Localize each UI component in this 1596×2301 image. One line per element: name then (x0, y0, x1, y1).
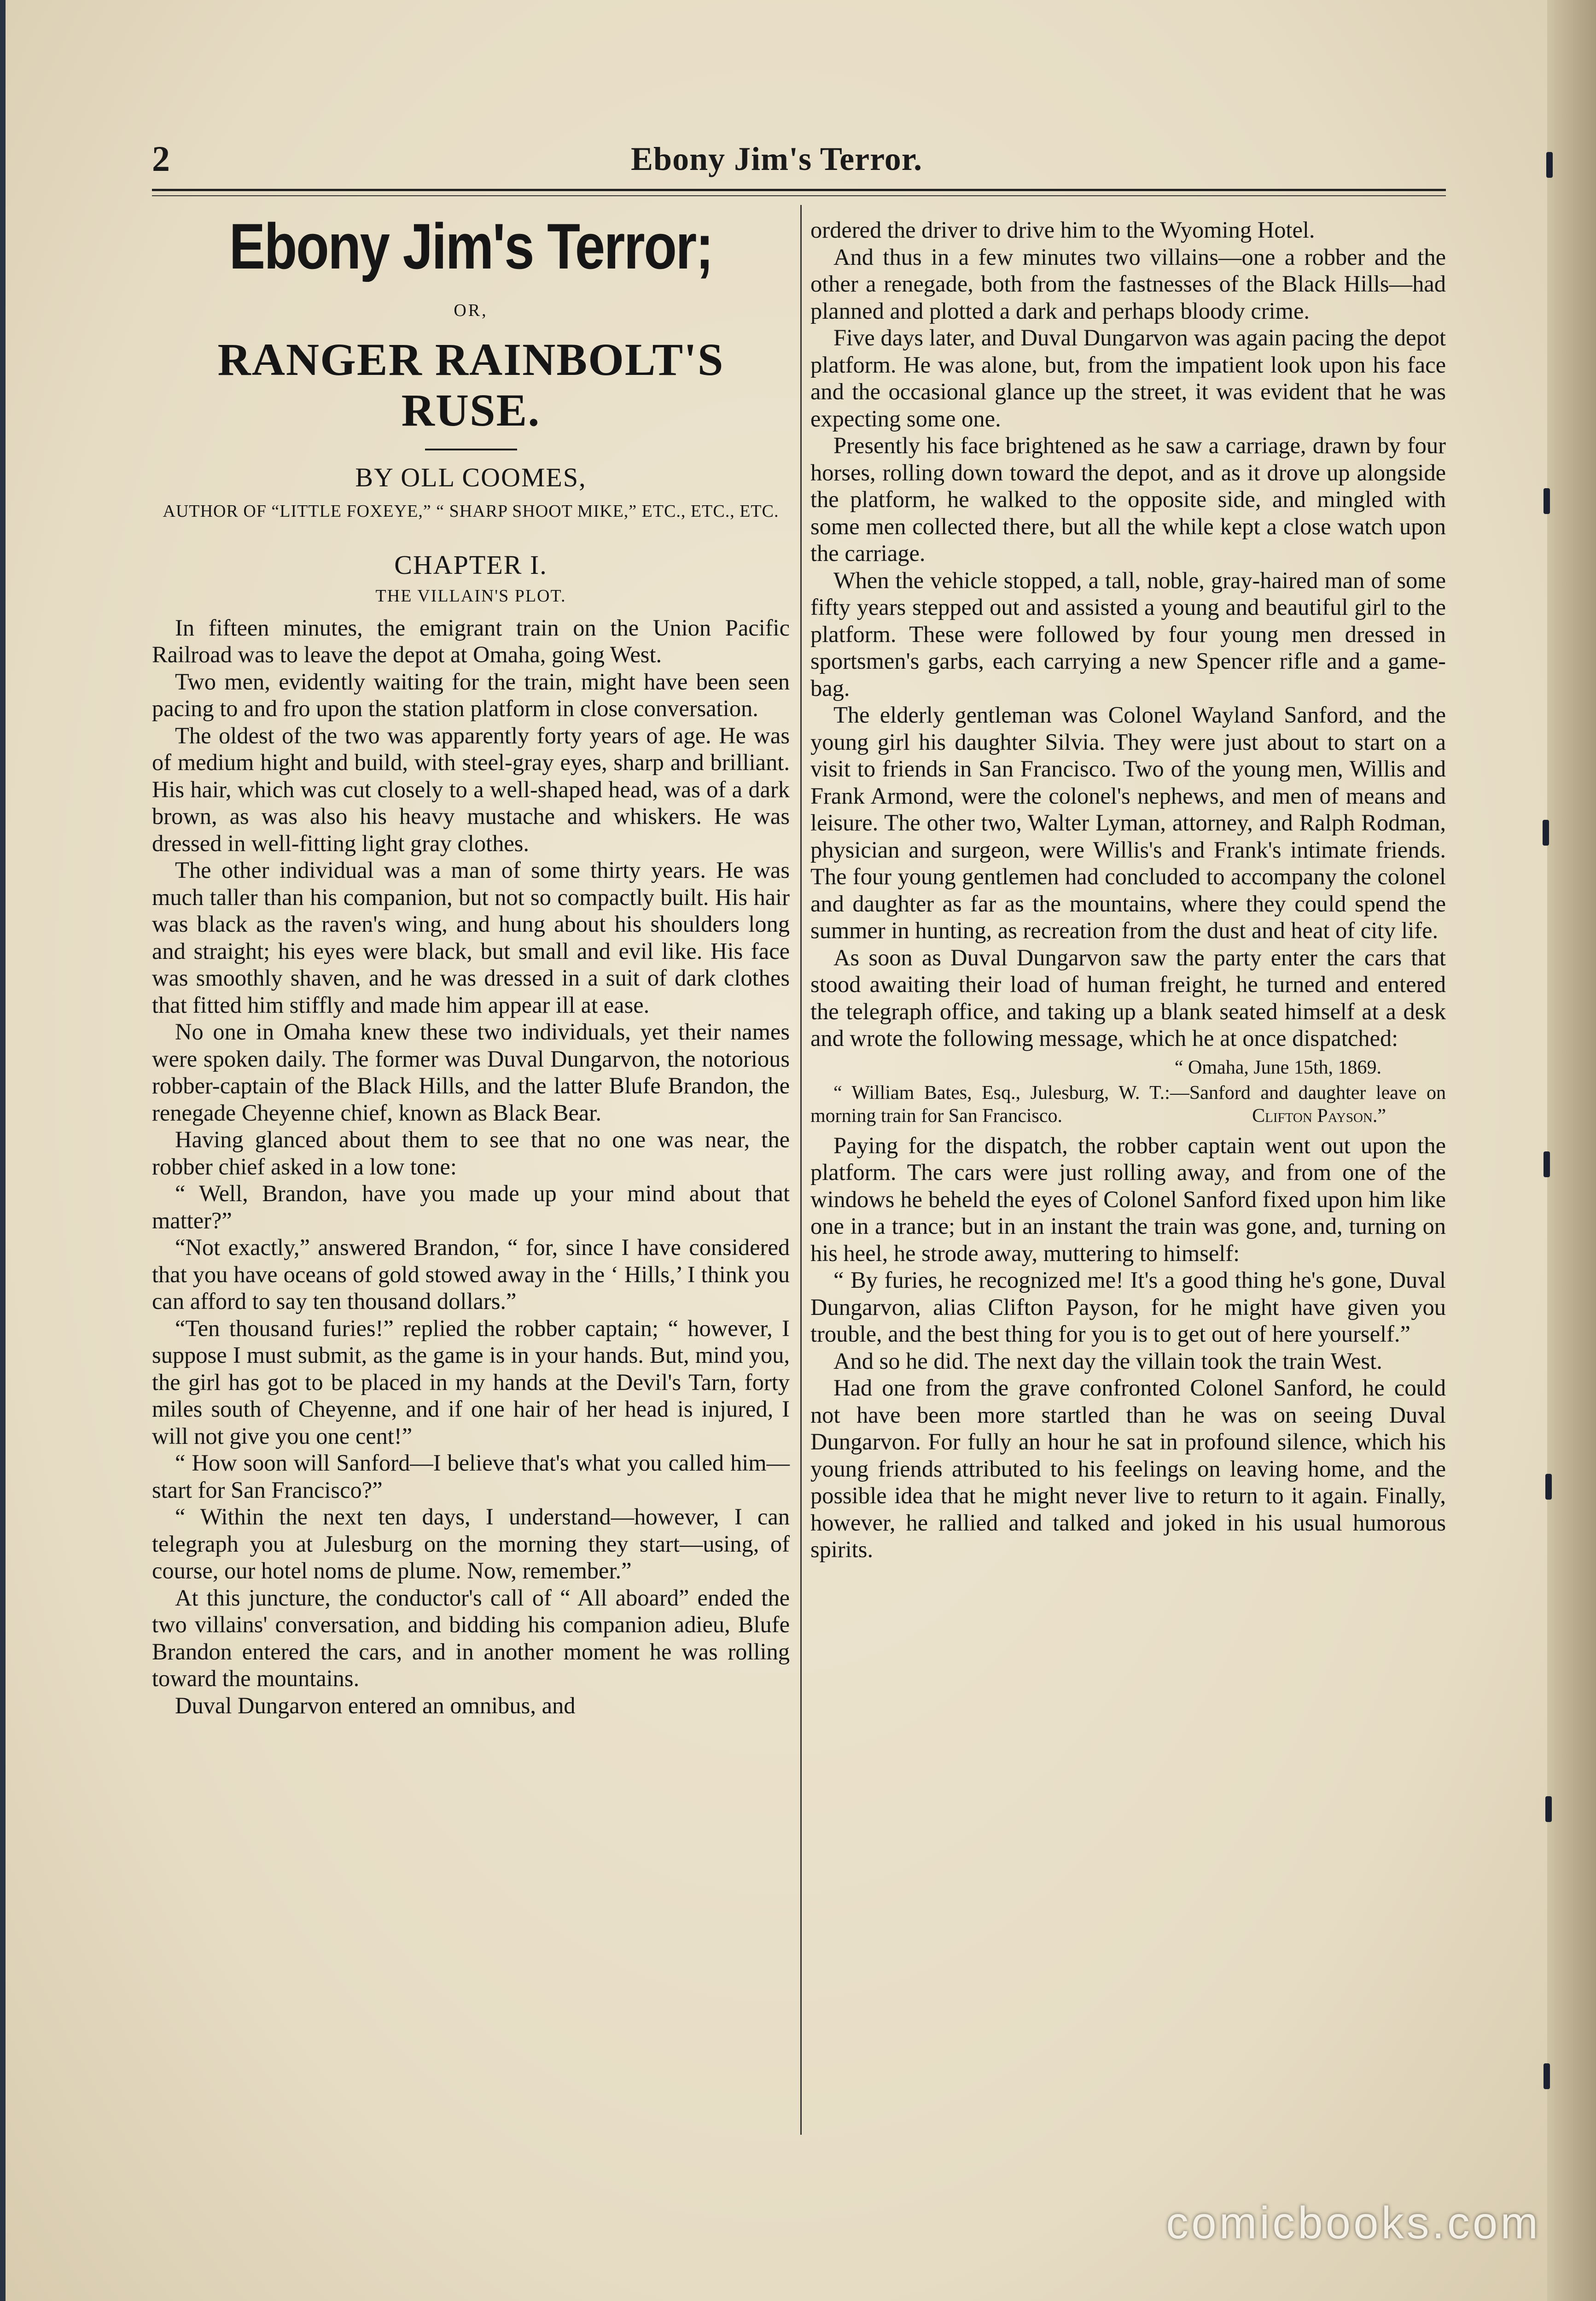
right-body-top (810, 216, 1446, 1052)
paragraph: Five days later, and Duval Dungarvon was again pacing the depot platform. He was alone, but, from the impatient look upon his face and the occasional glance up the street, it was evident that he was expecting some one. (810, 325, 1446, 432)
paragraph: “Ten thousand furies!” replied the robber captain; “ however, I suppose I must submit, as the game is in your hands. But, mind you, the girl has got to be placed in my hands at the Devil's Tarn, forty miles south of Cheyenne, and if one hair of her head is injured, I will not give you one cent!” (152, 1315, 790, 1449)
paragraph: No one in Omaha knew these two individuals, yet their names were spoken daily. The former was Duval Dungarvon, the notorious robber-captain of the Black Hills, and the latter Blufe Brandon, the renegade Cheyenne chief, known as Black Bear. (152, 1019, 790, 1126)
right-body-bottom (810, 1132, 1446, 1563)
paragraph: As soon as Duval Dungarvon saw the party enter the cars that stood awaiting their load of human freight, he turned and entered the telegraph office, and taking up a blank seated himself at a desk and wrote the following message, which he at once dispatched: (810, 944, 1446, 1051)
page-number: 2 (152, 139, 170, 179)
paragraph: ordered the driver to drive him to the Wyoming Hotel. (810, 217, 1315, 243)
title-or: OR, (454, 301, 488, 320)
paragraph: Two men, evidently waiting for the train, might have been seen pacing to and fro upon the station platform in close conversation. (152, 668, 790, 721)
binding-stitch (1544, 1151, 1550, 1177)
running-header (152, 138, 1446, 189)
binding-stitch (1543, 820, 1549, 846)
paragraph: The other individual was a man of some thirty years. He was much taller than his companion, but not so compactly built. His hair was black as the raven's wing, and hung about his shoulders long and straight; his eyes were black, but small and evil like. His face was smoothly shaven, and he was dressed in a suit of dark clothes that fitted him stiffly and made him appear ill at ease. (152, 857, 790, 1018)
telegram-signature: Clifton Payson.” (1252, 1105, 1386, 1127)
paragraph: Paying for the dispatch, the robber captain went out upon the platform. The cars were just rolling away, and from one of the windows he beheld the eyes of Colonel Sanford fixed upon him like one in a trance; but in an instant the train was gone, and, turning on his heel, he strode away, muttering to himself: (810, 1132, 1446, 1266)
header-rule-thin (152, 195, 1446, 196)
paragraph: “ How soon will Sanford—I believe that's what you called him—start for San Francisco?” (152, 1450, 790, 1503)
story-title: Ebony Jim's Terror; (229, 210, 713, 282)
paragraph: Having glanced about them to see that no one was near, the robber chief asked in a low tone: (152, 1127, 790, 1180)
paragraph: When the vehicle stopped, a tall, noble, gray-haired man of some fifty years stepped out and assisted a young and beautiful girl to the platform. These were followed by four young men dressed in sportsmen's garbs, each carrying a new Spencer rifle and a game-bag. (810, 567, 1446, 701)
paragraph: Had one from the grave confronted Colonel Sanford, he could not have been more startled than he was on seeing Duval Dungarvon. For fully an hour he sat in profound silence, which his young friends attributed to his feelings on leaving home, and the possible idea that he might never live to return to it again. Finally, however, he rallied and talked and joked in his usual humorous spirits. (810, 1375, 1446, 1562)
paragraph: And thus in a few minutes two villains—one a robber and the other a renegade, both from the fastnesses of the Black Hills—had planned and plotted a dark and perhaps bloody crime. (810, 244, 1446, 324)
binding-stitch (1544, 2063, 1550, 2089)
telegram-date: “ Omaha, June 15th, 1869. (1174, 1057, 1381, 1078)
chapter-title: THE VILLAIN'S PLOT. (375, 586, 566, 606)
paragraph: In fifteen minutes, the emigrant train on the Union Pacific Railroad was to leave the depot at Omaha, going West. (152, 614, 790, 667)
binding-stitch (1544, 488, 1550, 514)
column-divider (800, 205, 802, 2135)
binding-stitch (1545, 1474, 1552, 1500)
running-title: Ebony Jim's Terror. (631, 140, 923, 177)
paragraph: “ Well, Brandon, have you made up your mind about that matter?” (152, 1180, 790, 1233)
paragraph: Presently his face brightened as he saw a carriage, drawn by four horses, rolling down toward the depot, and as it drove up alongside the platform, he walked to the opposite side, and mingled with some men collected there, but all the while kept a close watch upon the carriage. (810, 432, 1446, 566)
paragraph: “ By furies, he recognized me! It's a good thing he's gone, Duval Dungarvon, alias Clifton Payson, for he might have given you trouble, and the best thing for you is to get out of here yourself.” (810, 1267, 1446, 1347)
paragraph: “ Within the next ten days, I understand—however, I can telegraph you at Julesburg on the morning they start—using, of course, our hotel noms de plume. Now, remember.” (152, 1504, 790, 1583)
paragraph: Duval Dungarvon entered an omnibus, and (175, 1692, 576, 1718)
paragraph: And so he did. The next day the villain took the train West. (833, 1348, 1382, 1374)
title-rule (425, 449, 517, 450)
left-column (152, 210, 790, 1719)
binding-stitch (1546, 152, 1553, 178)
left-body (152, 614, 790, 1719)
chapter-heading: CHAPTER I. (394, 549, 548, 580)
right-column (810, 216, 1446, 1563)
paragraph: The elderly gentleman was Colonel Wayland Sanford, and the young girl his daughter Silvia. They were just about to start on a visit to friends in San Francisco. Two of the young men, Willis and Frank Armond, were the colonel's nephews, and men of means and leisure. The other two, Walter Lyman, attorney, and Ralph Rodman, physician and surgeon, were Willis's and Frank's intimate friends. The four young gentlemen had concluded to accompany the colonel and daughter as far as the mountains, where they could spend the summer in hunting, as recreation from the dust and heat of city life. (810, 702, 1446, 943)
paragraph: The oldest of the two was apparently forty years of age. He was of medium hight and build, with steel-gray eyes, sharp and brilliant. His hair, which was cut closely to a well-shaped head, was of a dark brown, as was also his heavy mustache and whiskers. He was dressed in well-fitting light gray clothes. (152, 722, 790, 856)
byline: BY OLL COOMES, (355, 462, 587, 492)
binding-stitch (1545, 1796, 1552, 1822)
paragraph: At this juncture, the conductor's call of “ All aboard” ended the two villains' conversation, and bidding his companion adieu, Blufe Brandon entered the cars, and in another moment he was rolling toward the mountains. (152, 1584, 790, 1691)
story-alt-title: RANGER RAINBOLT'S RUSE. (217, 333, 724, 436)
header-rule (152, 189, 1446, 191)
paragraph: “Not exactly,” answered Brandon, “ for, since I have considered that you have oceans of gold stowed away in the ‘ Hills,’ I think you can afford to say ten thousand dollars.” (152, 1234, 790, 1314)
binding-gutter (1547, 0, 1596, 2301)
watermark: comicbooks.com (1166, 2197, 1541, 2248)
telegram-body: “ William Bates, Esq., Julesburg, W. T.:—Sanford and daughter leave on morning train for San Francisco. (810, 1082, 1446, 1127)
telegram-message (810, 1081, 1446, 1127)
author-credits: AUTHOR OF “LITTLE FOXEYE,” “ SHARP SHOOT MIKE,” ETC., ETC., ETC. (163, 501, 779, 521)
